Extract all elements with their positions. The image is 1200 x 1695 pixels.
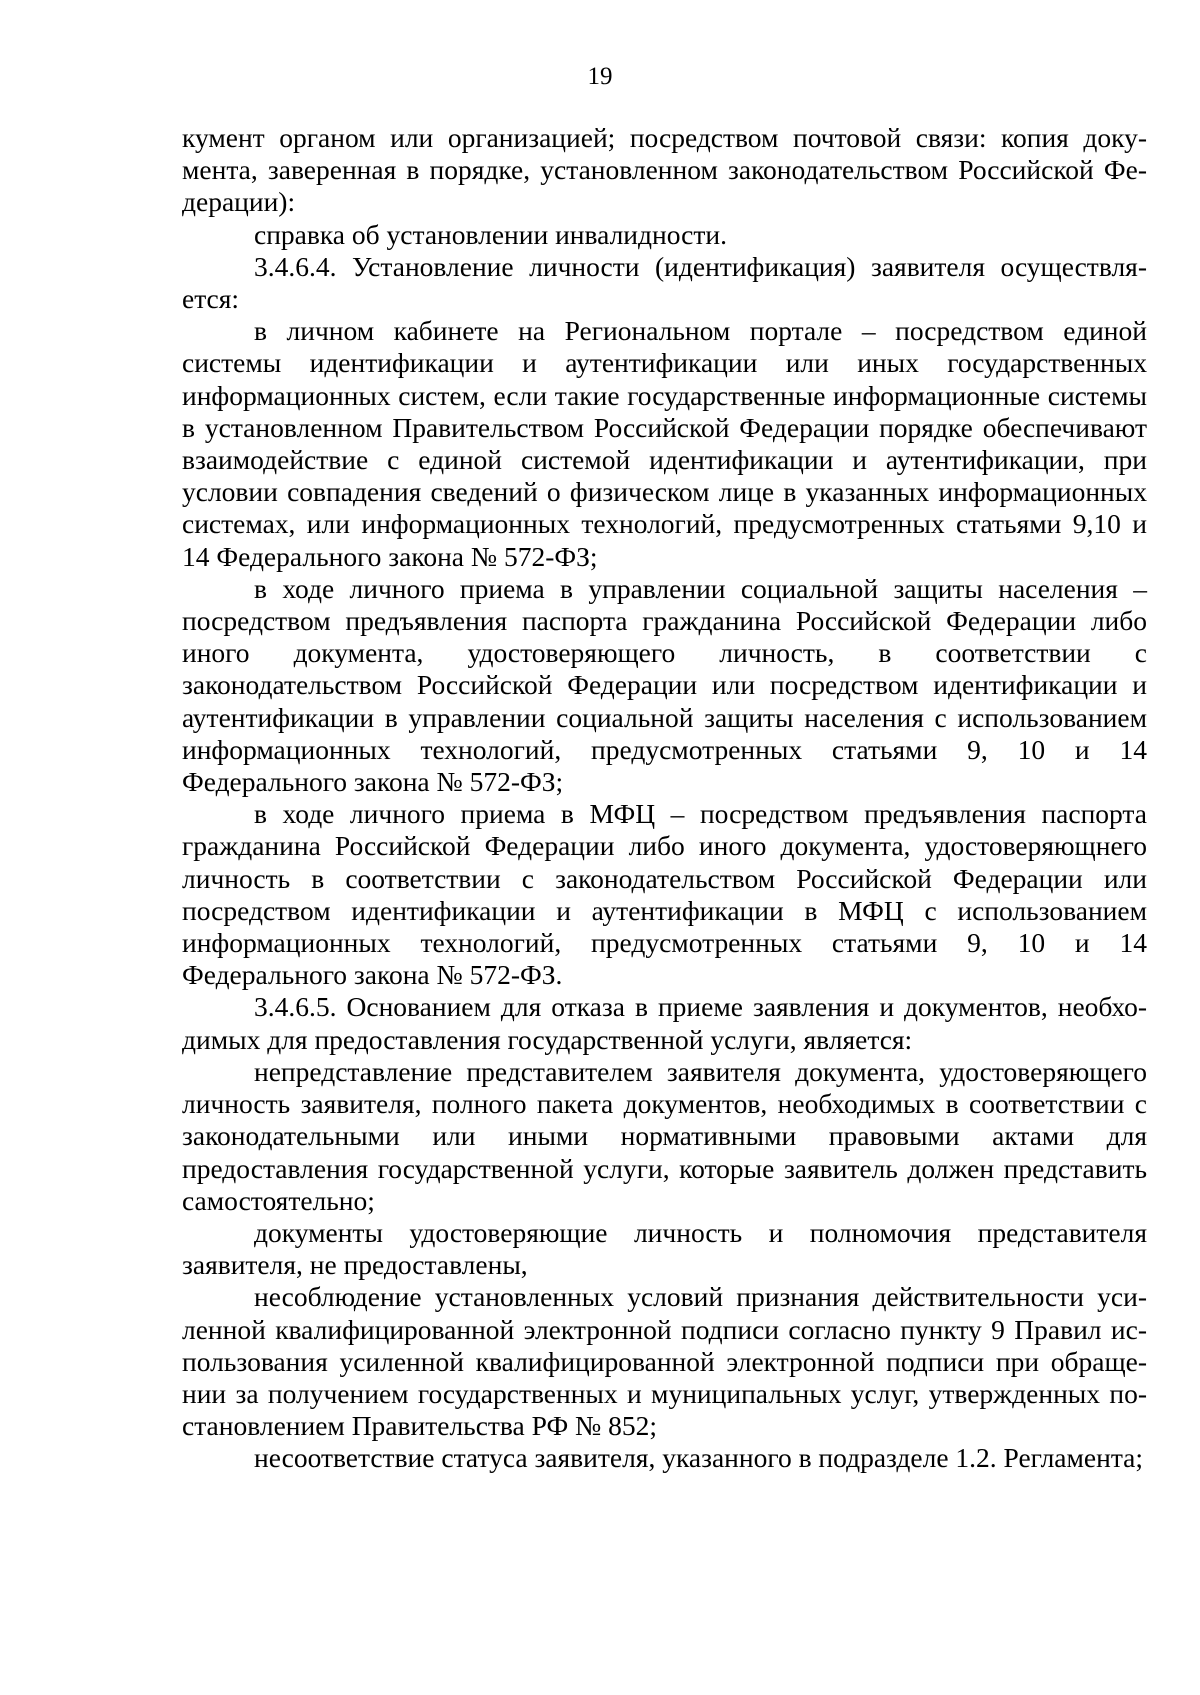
paragraph-refusal-no-identity-documents: документы удостоверяющие личность и полномочия представителя заявителя, не предоставлены, xyxy=(182,1216,1147,1281)
paragraph-disability-certificate: справка об установлении инвалидности. xyxy=(254,218,727,250)
paragraph-refusal-incomplete-documents: непредставление представителем заявителя документа, удостоверяющего личность заявителя, полного пакета документов, необходимых в соответствии с законодательными или иными нормативными правовыми актами для предоставления государственной услуги, которые заявитель должен представить самостоятельно; xyxy=(182,1055,1147,1216)
page-number: 19 xyxy=(587,63,613,90)
paragraph-refusal-status-mismatch: несоответствие статуса заявителя, указанного в подразделе 1.2. Регламента; xyxy=(254,1442,1144,1474)
paragraph-continuation: кумент органом или организацией; посредством почтовой связи: копия документа, заверенная в порядке, установленном законодательством Российской Федерации): xyxy=(182,122,1147,218)
paragraph-social-protection-identification: в ходе личного приема в управлении социальной защиты населения – посредством предъявления паспорта гражданина Российской Федерации либо иного документа, удостоверяющего личность, в соответствии с законодательством Российской Федерации или посредством идентификации и аутентификации в управлении социальной защиты населения с использованием информационных технологий, предусмотренных статьями 9, 10 и 14 Федерального закона № 572-ФЗ; xyxy=(182,572,1147,798)
paragraph-refusal-signature-invalid: несоблюдение установленных условий признания действительности усиленной квалифицированной электронной подписи согласно пункту 9 Правил использования усиленной квалифицированной электронной подписи при обращении за получением государственных и муниципальных услуг, утвержденных постановлением Правительства РФ № 852; xyxy=(182,1281,1147,1442)
document-body xyxy=(182,122,1147,1475)
paragraph-3-4-6-4-heading: 3.4.6.4. Установление личности (идентификация) заявителя осуществляется: xyxy=(182,250,1147,315)
paragraph-mfc-identification: в ходе личного приема в МФЦ – посредством предъявления паспорта гражданина Российской Федерации либо иного документа, удостоверяющнего личность в соответствии с законодательством Российской Федерации или посредством идентификации и аутентификации в МФЦ с использованием информационных технологий, предусмотренных статьями 9, 10 и 14 Федерального закона № 572-ФЗ. xyxy=(182,798,1147,991)
paragraph-3-4-6-5-heading: 3.4.6.5. Основанием для отказа в приеме заявления и документов, необходимых для предоставления государственной услуги, является: xyxy=(182,991,1147,1055)
paragraph-personal-account-identification: в личном кабинете на Региональном портале – посредством единой системы идентификации и аутентификации или иных государственных информационных систем, если такие государственные информационные системы в установленном Правительством Российской Федерации порядке обеспечивают взаимодействие с единой системой идентификации и аутентификации, при условии совпадения сведений о физическом лице в указанных информационных системах, или информационных технологий, предусмотренных статьями 9,10 и 14 Федерального закона № 572-ФЗ; xyxy=(182,315,1147,572)
